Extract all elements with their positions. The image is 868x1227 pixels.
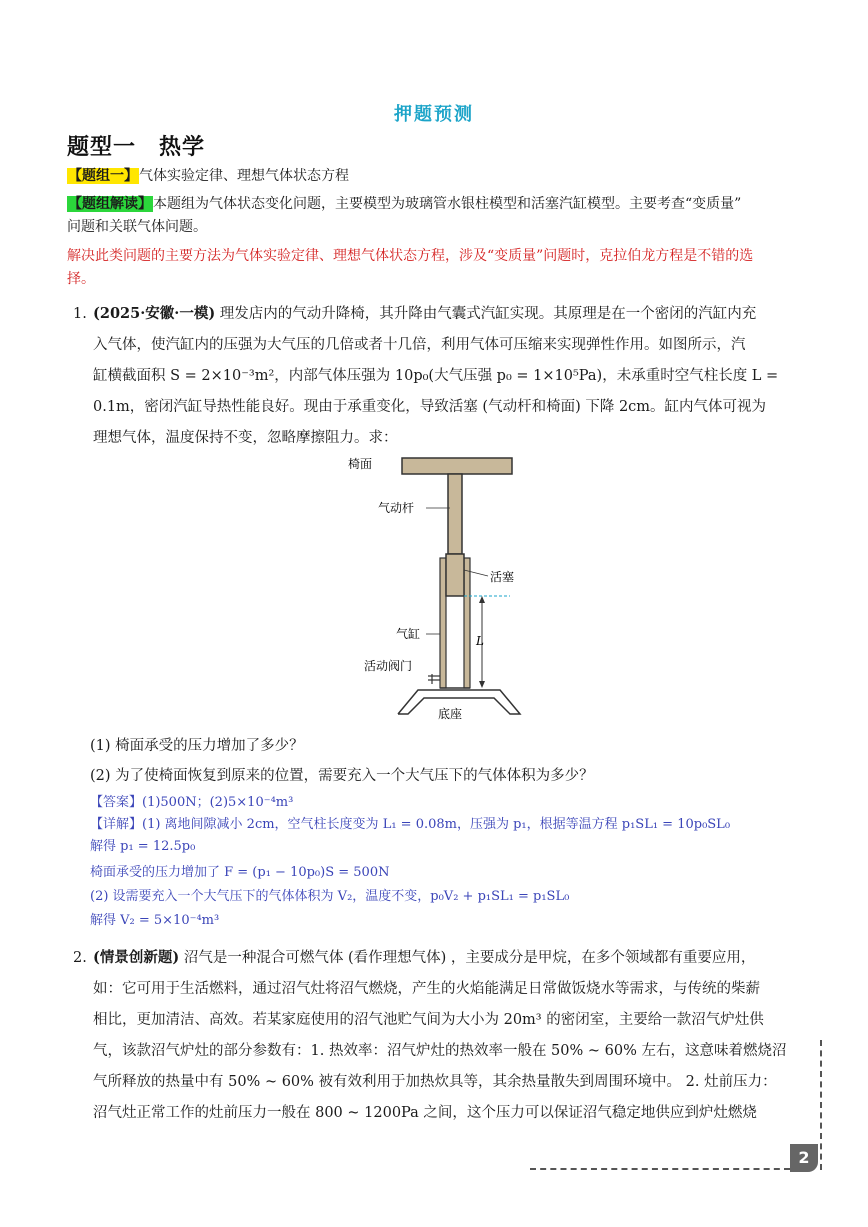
diagram-svg bbox=[340, 450, 540, 730]
detail-line-5: 解得 V₂ = 5×10⁻⁴m³ bbox=[90, 913, 220, 928]
group-desc-2: 问题和关联气体问题。 bbox=[67, 219, 207, 235]
question-2-line-2: 如：它可用于生活燃料，通过沼气灶将沼气燃烧，产生的火焰能满足日常做饭烧水等需求，与传统的柴薪 bbox=[93, 981, 760, 997]
section-title: 题型一 热学 bbox=[67, 135, 206, 160]
question-1-line-4: 0.1m，密闭汽缸导热性能良好。现由于承重变化，导致活塞 (气动杆和椅面) 下降 2cm。缸内气体可视为 bbox=[93, 399, 767, 415]
cylinder-wall-left bbox=[440, 558, 446, 688]
group-topic: 气体实验定律、理想气体状态方程 bbox=[139, 168, 349, 184]
label-piston: 活塞 bbox=[490, 570, 515, 584]
label-cylinder: 气缸 bbox=[396, 627, 421, 641]
arrow-head-down bbox=[479, 681, 485, 688]
page-header-title: 押题预测 bbox=[394, 104, 474, 125]
group-interpret-tag: 【题组解读】 bbox=[68, 196, 152, 212]
page-border-right-dash bbox=[820, 1040, 822, 1170]
piston bbox=[446, 554, 464, 596]
question-2-line-3: 相比，更加清洁、高效。若某家庭使用的沼气池贮气间为大小为 20m³ 的密闭室，主要给一款沼气炉灶供 bbox=[93, 1012, 764, 1028]
detail-line-2: 解得 p₁ = 12.5p₀ bbox=[90, 839, 196, 854]
group-desc-1: 本题组为气体状态变化问题，主要模型为玻璃管水银柱模型和活塞汽缸模型。主要考查“变质量” bbox=[153, 196, 742, 212]
label-seat: 椅面 bbox=[348, 457, 373, 471]
detail-line-4: (2) 设需要充入一个大气压下的气体体积为 V₂，温度不变，p₀V₂ + p₁SL₁ = p₁SL₀ bbox=[90, 889, 570, 904]
question-number: 2. bbox=[73, 950, 87, 966]
label-base: 底座 bbox=[438, 707, 463, 721]
detail-line-1: 【详解】(1) 离地间隙减小 2cm，空气柱长度变为 L₁ = 0.08m，压强为 p₁，根据等温方程 p₁SL₁ = 10p₀SL₀ bbox=[90, 817, 731, 832]
page-border-bottom-dash bbox=[530, 1168, 790, 1170]
answer-line: 【答案】(1)500N；(2)5×10⁻⁴m³ bbox=[90, 795, 294, 810]
question-2-line-4: 气，该款沼气炉灶的部分参数有：1. 热效率：沼气炉灶的热效率一般在 50% ~ 60% 左右，这意味着燃烧沼 bbox=[93, 1043, 787, 1059]
group-desc-line-1 bbox=[67, 193, 741, 215]
detail-line-3: 椅面承受的压力增加了 F = (p₁ − 10p₀)S = 500N bbox=[90, 865, 390, 880]
question-1-line-3: 缸横截面积 S = 2×10⁻³m²，内部气体压强为 10p₀(大气压强 p₀ = 1×10⁵Pa)，未承重时空气柱长度 L = bbox=[93, 368, 779, 384]
group-topic-line bbox=[67, 165, 349, 187]
seat-surface bbox=[402, 458, 512, 474]
question-2 bbox=[73, 942, 808, 1129]
question-1-line-1: 1. (2025·安徽·一模) 理发店内的气动升降椅，其升降由气囊式汽缸实现。其原理是在一个密闭的汽缸内充 bbox=[73, 298, 808, 330]
question-1-line-2: 入气体，使汽缸内的压强为大气压的几倍或者十几倍，利用气体可压缩来实现弹性作用。如图所示，汽 bbox=[93, 337, 746, 353]
pneumatic-chair-diagram bbox=[340, 450, 540, 730]
method-note-2: 择。 bbox=[67, 271, 95, 287]
question-2-line-1: 2. (情景创新题) 沼气是一种混合可燃气体 (看作理想气体) ，主要成分是甲烷，在多个领域都有重要应用， bbox=[73, 942, 808, 974]
question-source: (2025·安徽·一模) bbox=[93, 305, 216, 322]
question-number: 1. bbox=[73, 306, 87, 322]
question-source: (情景创新题) bbox=[93, 949, 180, 966]
question-1 bbox=[73, 298, 808, 454]
page-number: 2 bbox=[790, 1144, 818, 1172]
label-valve: 活动阀门 bbox=[364, 659, 413, 673]
group-tag: 【题组一】 bbox=[68, 168, 138, 184]
rod bbox=[448, 474, 462, 554]
label-rod: 气动杆 bbox=[378, 501, 415, 515]
question-1-line-5: 理想气体，温度保持不变，忽略摩擦阻力。求： bbox=[93, 430, 398, 446]
method-note-1: 解决此类问题的主要方法为气体实验定律、理想气体状态方程，涉及“变质量”问题时，克拉伯龙方程是不错的选 bbox=[67, 248, 754, 264]
question-2-line-5: 气所释放的热量中有 50% ~ 60% 被有效利用于加热炊具等，其余热量散失到周围环境中。 2. 灶前压力： bbox=[93, 1074, 777, 1090]
arrow-head-up bbox=[479, 596, 485, 603]
label-length: L bbox=[476, 634, 484, 648]
cylinder-wall-right bbox=[464, 558, 470, 688]
sub-question-1: (1) 椅面承受的压力增加了多少？ bbox=[90, 738, 304, 754]
question-2-line-6: 沼气灶正常工作的灶前压力一般在 800 ~ 1200Pa 之间，这个压力可以保证沼气稳定地供应到炉灶燃烧 bbox=[93, 1105, 757, 1121]
sub-question-2: (2) 为了使椅面恢复到原来的位置，需要充入一个大气压下的气体体积为多少？ bbox=[90, 768, 594, 784]
